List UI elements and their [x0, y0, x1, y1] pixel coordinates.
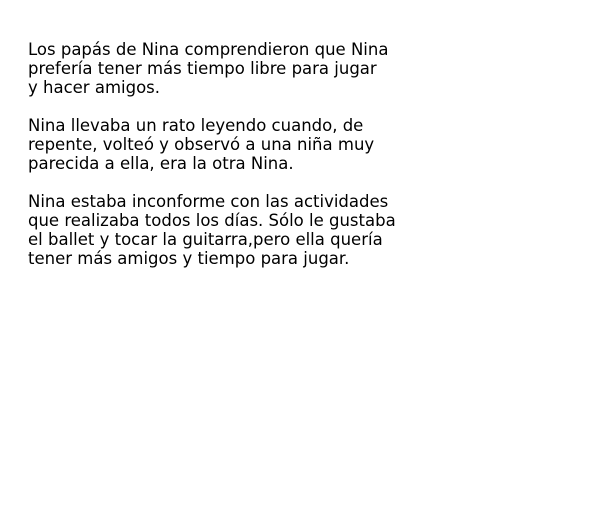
text-line: tener más amigos y tiempo para jugar.: [28, 249, 350, 268]
story-text: [28, 40, 448, 287]
paragraph-2: [28, 116, 448, 173]
text-line: parecida a ella, era la otra Nina.: [28, 154, 294, 173]
text-line: el ballet y tocar la guitarra,pero ella quería: [28, 230, 383, 249]
paragraph-1: [28, 40, 448, 97]
text-line: Nina estaba inconforme con las actividades: [28, 192, 389, 211]
paragraph-3: [28, 192, 448, 268]
text-line: que realizaba todos los días. Sólo le gustaba: [28, 211, 396, 230]
text-line: Los papás de Nina comprendieron que Nina: [28, 40, 389, 59]
text-line: repente, volteó y observó a una niña muy: [28, 135, 375, 154]
text-line: Nina llevaba un rato leyendo cuando, de: [28, 116, 364, 135]
text-line: y hacer amigos.: [28, 78, 161, 97]
text-line: prefería tener más tiempo libre para jugar: [28, 59, 377, 78]
